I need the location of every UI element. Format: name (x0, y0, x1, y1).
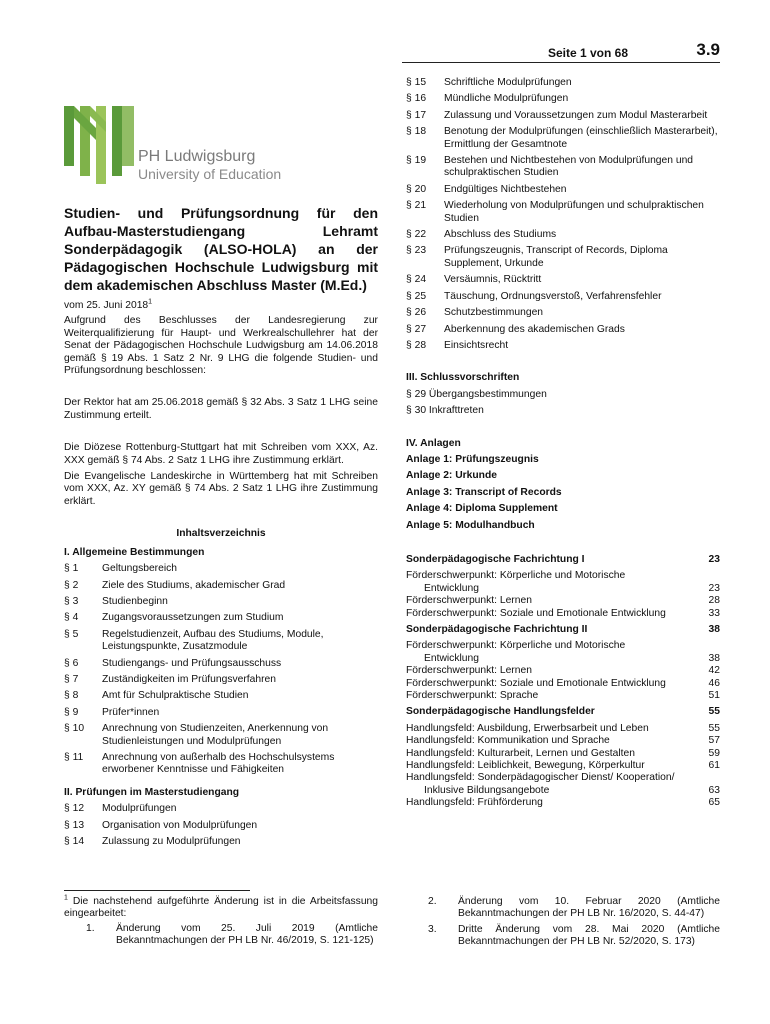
footnote-rule (64, 890, 250, 891)
footnote-item-num: 3. (428, 923, 437, 935)
toc-item-title: Ziele des Studiums, akademischer Grad (102, 579, 286, 591)
handbook-toc-row (406, 772, 720, 784)
toc-item-title: Zulassung zu Modulprüfungen (102, 836, 241, 847)
handbook-toc-page: 55 (708, 722, 720, 734)
handbook-toc-page: 28 (708, 595, 720, 607)
toc-item: § 29 Übergangsbestimmungen (406, 388, 547, 400)
toc-item-number: § 11 (64, 751, 84, 763)
handbook-toc-page: 57 (708, 735, 720, 747)
toc-item-title: Studiengangs- und Prüfungsausschuss (102, 657, 282, 669)
footnote-item (406, 896, 720, 921)
part1-list (64, 563, 378, 777)
handbook-toc-row (406, 723, 720, 735)
handbook-toc-row (406, 653, 720, 665)
toc-item-number: § 27 (406, 323, 427, 335)
toc-item-title: Abschluss des Studiums (444, 229, 557, 241)
toc-item-title: Täuschung, Ordnungsverstoß, Verfahrensfehler (444, 290, 662, 302)
handbook-toc-title: Förderschwerpunkt: Lernen (406, 665, 532, 677)
header-rule (402, 62, 720, 63)
toc-item-number: § 10 (64, 723, 85, 735)
right-column (406, 77, 720, 810)
handbook-toc-title: Handlungsfeld: Ausbildung, Erwerbsarbeit und Leben (406, 722, 649, 734)
toc-item (406, 126, 720, 151)
date-line (64, 300, 378, 312)
toc-item (406, 200, 720, 225)
handbook-toc-row (406, 570, 720, 582)
part3-list (406, 389, 720, 418)
toc-item-number: § 5 (64, 628, 79, 640)
handbook-toc-title: Sonderpädagogische Fachrichtung I (406, 553, 585, 565)
toc-item (406, 93, 720, 105)
toc-item-number: § 28 (406, 339, 427, 351)
handbook-toc-title: Sonderpädagogische Handlungsfelder (406, 706, 595, 718)
toc-item-number: § 21 (406, 200, 427, 212)
section-number: 3.9 (696, 40, 720, 59)
handbook-toc-page: 63 (708, 784, 720, 796)
toc-item-title: Zulassung und Voraussetzungen zum Modul Masterarbeit (444, 109, 708, 121)
handbook-toc-page: 61 (708, 760, 720, 772)
toc-item-title: Aberkennung des akademischen Grads (444, 323, 625, 335)
toc-item (64, 820, 378, 832)
toc-item-title: Versäumnis, Rücktritt (444, 274, 542, 286)
toc-item (406, 324, 720, 336)
footnote-item-num: 2. (428, 896, 437, 907)
toc-item-number: § 13 (64, 819, 85, 831)
toc-item-title: Schutzbestimmungen (444, 307, 544, 319)
toc-item (64, 690, 378, 702)
toc-item-number: § 12 (64, 803, 85, 815)
toc-item (406, 291, 720, 303)
toc-item-number: § 6 (64, 657, 79, 669)
toc-item-title: Benotung der Modulprüfungen (einschließlich Masterarbeit), Ermittlung der Gesamtnote (444, 126, 718, 150)
toc-item (64, 707, 378, 719)
toc-item (64, 836, 378, 848)
toc-item-number: § 1 (64, 563, 79, 575)
handbook-toc-page: 65 (708, 797, 720, 809)
toc-item-title: Organisation von Modulprüfungen (102, 819, 258, 831)
toc-item-number: § 7 (64, 673, 79, 685)
toc-item-title: Anrechnung von außerhalb des Hochschulsystems erworbener Kenntnisse und Fähigkeiten (102, 751, 335, 776)
toc-item (64, 752, 378, 777)
footnote-item-text: Änderung vom 10. Februar 2020 (Amtliche Bekanntmachungen der PH LB Nr. 16/2020, S. 44-47) (458, 896, 720, 920)
toc-item-number: § 17 (406, 109, 427, 121)
part4-list (406, 454, 720, 532)
toc-item (406, 274, 720, 286)
intro-paragraph-2: Der Rektor hat am 25.06.2018 gemäß § 32 Abs. 3 Satz 1 LHG seine Zustimmung erteilt. (64, 397, 378, 421)
toc-item-number: § 2 (64, 579, 79, 591)
toc-heading: Inhaltsverzeichnis (176, 528, 266, 540)
toc-item-number: § 26 (406, 307, 427, 319)
handbook-toc-title: Inklusive Bildungsangebote (424, 784, 550, 796)
handbook-toc-row (406, 785, 720, 797)
handbook-toc-row (406, 624, 720, 636)
footnote-right (406, 896, 720, 949)
toc-item-title: Amt für Schulpraktische Studien (102, 690, 249, 702)
handbook-toc-page (696, 640, 720, 652)
handbook-toc-row (406, 706, 720, 718)
logo-mark-icon (64, 106, 134, 184)
handbook-toc-title: Entwicklung (424, 582, 479, 594)
toc-item-number: § 3 (64, 595, 79, 607)
handbook-toc-row (406, 760, 720, 772)
handbook-toc-row (406, 678, 720, 690)
toc-item-title: Geltungsbereich (102, 563, 177, 575)
footnote-item (406, 924, 720, 949)
handbook-toc-page: 59 (708, 747, 720, 759)
toc-item-title: Prüfer*innen (102, 706, 160, 718)
toc-item (64, 658, 378, 670)
handbook-toc-row (406, 665, 720, 677)
toc-item (406, 245, 720, 270)
handbook-toc-title: Handlungsfeld: Sonderpädagogischer Dienst/ Kooperation/ (406, 772, 675, 784)
handbook-toc-page: 23 (708, 553, 720, 565)
handbook-toc-row (406, 554, 720, 566)
toc-item-title: Zugangsvoraussetzungen zum Studium (102, 612, 284, 624)
intro-paragraph-4: Die Evangelische Landeskirche in Württemberg hat mit Schreiben vom XXX, Az. XY gemäß § 74 Abs. 2 Satz 1 LHG ihre Zustimmung erklärt. (64, 471, 378, 507)
footnote-item (64, 923, 378, 948)
footnote-item-text: Dritte Änderung vom 28. Mai 2020 (Amtliche Bekanntmachungen der PH LB Nr. 52/2020, S. 173) (458, 923, 720, 948)
intro-paragraph-1: Aufgrund des Beschlusses der Landesregierung zur Weiterqualifizierung für Haupt- und Werkrealschullehrer hat der Senat der Pädagogischen Hochschule Ludwigsburg am 14.06.2018 gemäß § 19 Abs. 1 Satz 2 Nr. 9 LHG die folgende Studien- und Prüfungsordnung beschlossen: (64, 315, 378, 377)
footnote-item-text: Änderung vom 25. Juli 2019 (Amtliche Bekanntmachungen der PH LB Nr. 46/2019, S. 121-125) (116, 922, 378, 947)
toc-item-number: § 20 (406, 183, 427, 195)
handbook-toc-page: 23 (708, 582, 720, 594)
handbook-toc-title: Förderschwerpunkt: Körperliche und Motorische (406, 570, 626, 582)
handbook-toc-row (406, 797, 720, 809)
handbook-toc-row (406, 640, 720, 652)
toc-item-number: § 23 (406, 245, 427, 257)
handbook-toc-title: Förderschwerpunkt: Soziale und Emotionale Entwicklung (406, 677, 666, 689)
logo-name: PH Ludwigsburg (138, 148, 256, 165)
toc-item-title: Regelstudienzeit, Aufbau des Studiums, Module, Leistungspunkte, Zusatzmodule (102, 628, 324, 653)
toc-item-title: Modulprüfungen (102, 803, 177, 815)
handbook-toc-title: Handlungsfeld: Frühförderung (406, 797, 543, 809)
ph-logo (64, 106, 284, 184)
handbook-toc-title: Handlungsfeld: Leiblichkeit, Bewegung, Körperkultur (406, 760, 645, 772)
handbook-toc-title: Förderschwerpunkt: Körperliche und Motorische (406, 640, 626, 652)
handbook-toc-row (406, 735, 720, 747)
toc-item-number: § 18 (406, 126, 427, 138)
footnote-text: Die nachstehend aufgeführte Änderung ist in die Arbeitsfassung eingearbeitet: (64, 896, 378, 920)
handbook-toc-title: Handlungsfeld: Kommunikation und Sprache (406, 735, 610, 747)
toc-item-title: Bestehen und Nichtbestehen von Modulprüfungen und schulpraktischen Studien (444, 155, 694, 179)
handbook-toc-page: 46 (708, 677, 720, 689)
page-label: Seite 1 von 68 (547, 46, 628, 60)
intro-paragraph-3: Die Diözese Rottenburg-Stuttgart hat mit Schreiben vom XXX, Az. XXX gemäß § 74 Abs. 2 Satz 1 LHG ihre Zustimmung erklärt. (64, 442, 378, 466)
toc-item (406, 307, 720, 319)
toc-item (406, 340, 720, 352)
part2-list-right (406, 77, 720, 352)
toc-item (406, 184, 720, 196)
handbook-toc-row (406, 583, 720, 595)
part2-list-left (64, 803, 378, 848)
toc-item-title: Endgültiges Nichtbestehen (444, 183, 567, 195)
footnote-item-num: 1. (86, 922, 95, 934)
toc-item (64, 723, 378, 748)
toc-item-number: § 19 (406, 155, 427, 167)
toc-item-number: § 22 (406, 229, 427, 241)
handbook-toc-title: Handlungsfeld: Kulturarbeit, Lernen und Gestalten (406, 747, 635, 759)
toc-item-title: Schriftliche Modulprüfungen (444, 77, 572, 88)
page-title: Studien- und Prüfungsordnung für den Aufbau-Masterstudiengang Lehramt Sonderpädagogik (ALSO-HOLA) an der Pädagogischen Hochschule Ludwigsburg mit dem akademischen Abschluss Master (M.Ed.) (64, 205, 378, 293)
toc-item (406, 229, 720, 241)
handbook-toc-page: 55 (708, 706, 720, 718)
handbook-toc-page: 38 (708, 652, 720, 664)
toc-item (64, 563, 378, 575)
toc-item (406, 77, 720, 89)
left-column (64, 204, 378, 848)
part1-heading: I. Allgemeine Bestimmungen (64, 546, 205, 558)
annex-item: Anlage 4: Diploma Supplement (406, 503, 558, 515)
toc-item-number: § 9 (64, 706, 79, 718)
handbook-toc-page: 51 (708, 690, 720, 702)
handbook-toc-row (406, 608, 720, 620)
part2-heading: II. Prüfungen im Masterstudiengang (64, 786, 240, 798)
part3-heading: III. Schlussvorschriften (406, 372, 520, 384)
toc-item-title: Prüfungszeugnis, Transcript of Records, Diploma Supplement, Urkunde (444, 245, 668, 269)
toc-item-number: § 25 (406, 290, 427, 302)
toc-item (406, 155, 720, 180)
handbook-toc-title: Sonderpädagogische Fachrichtung II (406, 624, 588, 635)
toc-item-title: Anrechnung von Studienzeiten, Anerkennung von Studienleistungen und Modulprüfungen (102, 723, 329, 747)
toc-item-number: § 4 (64, 612, 79, 624)
handbook-toc-row (406, 690, 720, 702)
toc-item (64, 629, 378, 654)
handbook-toc-title: Entwicklung (424, 652, 479, 664)
handbook-toc-page: 38 (708, 624, 720, 635)
toc-item (64, 803, 378, 815)
toc-item-title: Wiederholung von Modulprüfungen und schulpraktischen Studien (444, 200, 704, 224)
toc-item-number: § 16 (406, 93, 427, 105)
handbook-toc-row (406, 748, 720, 760)
handbook-toc (406, 554, 720, 810)
handbook-toc-page (696, 570, 720, 582)
toc-item-number: § 24 (406, 274, 427, 286)
handbook-toc-page (696, 772, 720, 784)
toc-item (64, 674, 378, 686)
toc-item-title: Studienbeginn (102, 595, 168, 607)
handbook-toc-row (406, 595, 720, 607)
footnote-left (64, 896, 378, 948)
date-text: vom 25. Juni 2018 (64, 300, 149, 311)
handbook-toc-title: Förderschwerpunkt: Sprache (406, 690, 539, 702)
handbook-toc-title: Förderschwerpunkt: Lernen (406, 595, 532, 607)
toc-item (64, 596, 378, 608)
toc-item (64, 580, 378, 592)
toc-item-title: Mündliche Modulprüfungen (444, 93, 569, 105)
annex-item: Anlage 5: Modulhandbuch (406, 519, 535, 531)
annex-item: Anlage 3: Transcript of Records (406, 486, 562, 498)
toc-item: § 30 Inkrafttreten (406, 405, 484, 417)
toc-item-title: Zuständigkeiten im Prüfungsverfahren (102, 673, 276, 685)
handbook-toc-page: 33 (708, 607, 720, 619)
annex-item: Anlage 1: Prüfungszeugnis (406, 453, 539, 465)
toc-item-number: § 14 (64, 836, 85, 847)
logo-subtitle: University of Education (138, 166, 282, 182)
toc-item-number: § 8 (64, 690, 79, 702)
toc-item-number: § 15 (406, 77, 427, 88)
footnote-mark: 1 (64, 894, 68, 902)
annex-item: Anlage 2: Urkunde (406, 470, 497, 482)
footnote-ref: 1 (148, 298, 153, 306)
handbook-toc-page: 42 (708, 665, 720, 677)
part4-heading: IV. Anlagen (406, 437, 461, 449)
toc-item (406, 110, 720, 122)
toc-item (64, 612, 378, 624)
handbook-toc-title: Förderschwerpunkt: Soziale und Emotionale Entwicklung (406, 607, 666, 619)
toc-item-title: Einsichtsrecht (444, 339, 509, 351)
